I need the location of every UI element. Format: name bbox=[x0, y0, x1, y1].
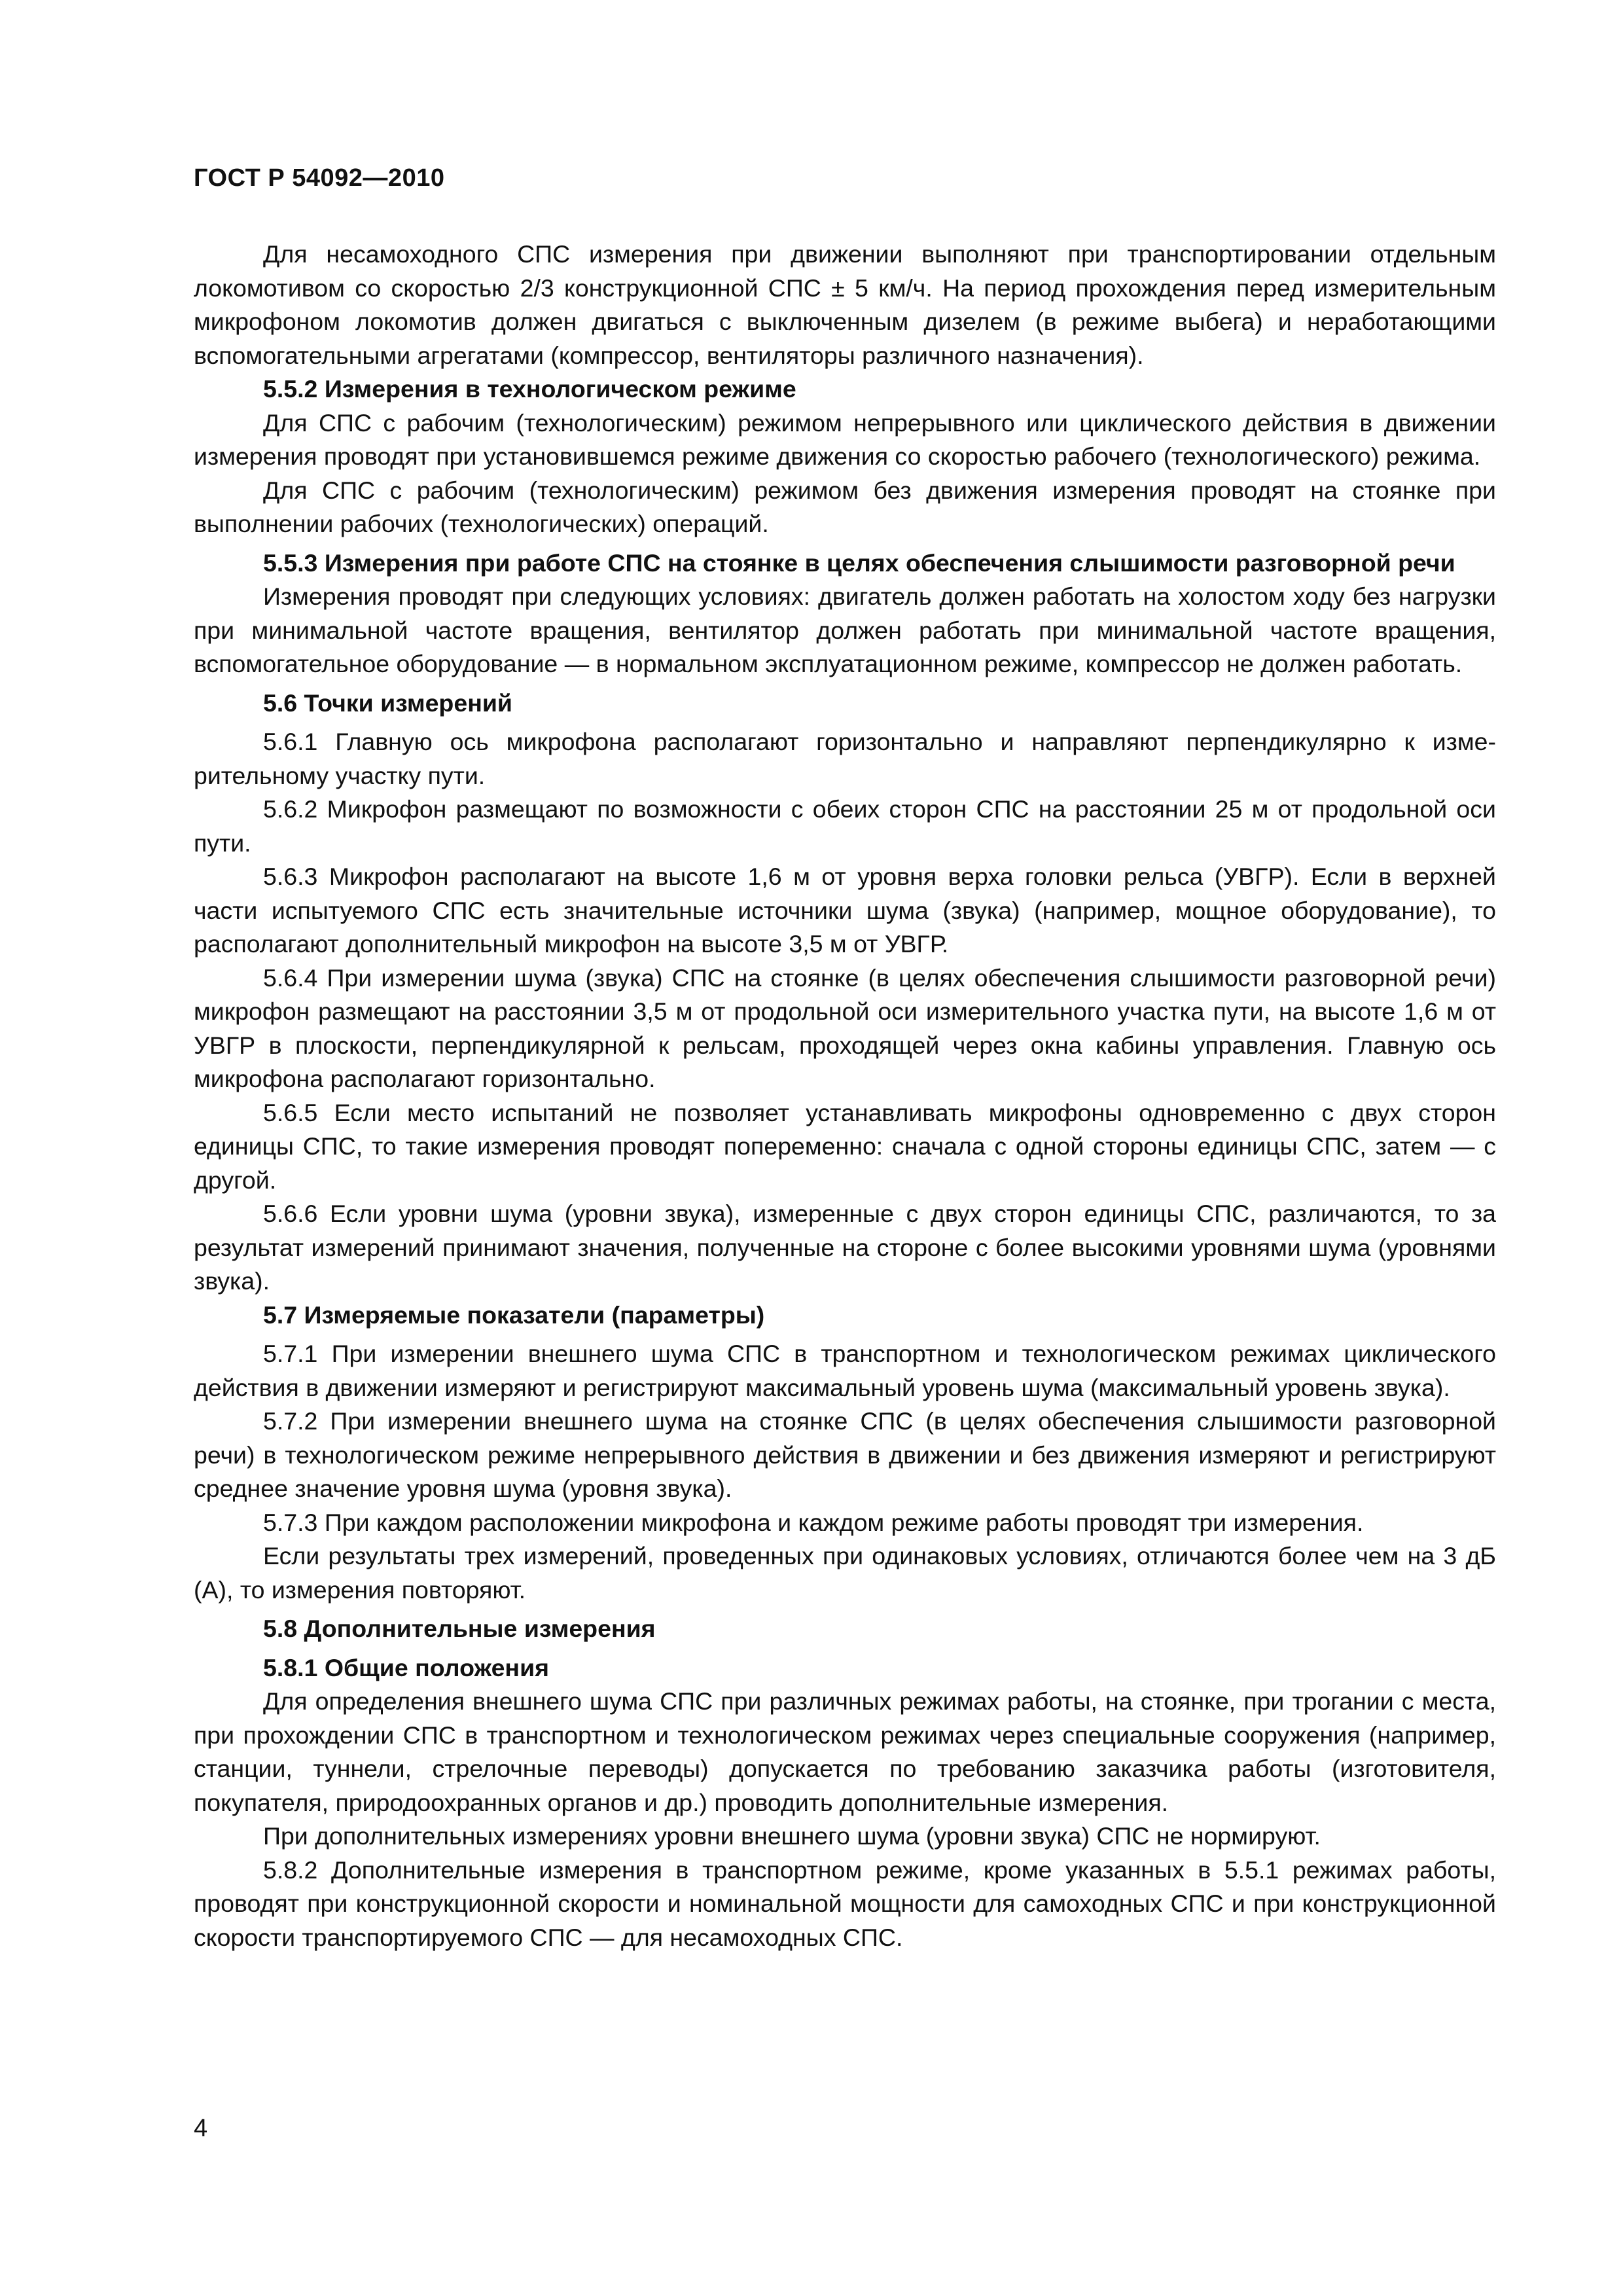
paragraph-5-6-1: 5.6.1 Главную ось микрофона располагают горизонтально и направляют перпендикулярно к измерительному участку пути. bbox=[194, 728, 1496, 789]
paragraph-continuous-mode: Для СПС с рабочим (технологическим) режимом непрерывного или циклического действия в движении измерения проводят при установившемся режиме движения со скоростью рабочего (технологического) режима. bbox=[194, 408, 1496, 470]
paragraph-5-6-4: 5.6.4 При измерении шума (звука) СПС на стоянке (в целях обеспечения слышимости разговорной речи) микрофон размещают на расстоянии 3,5 м от продольной оси измерительного участка пути, на высоте 1,6 м от УВГР в плоскости, перпендикулярной к рельсам, проходящей через окна кабины управления. Главную ось микрофона располагают горизонтально. bbox=[194, 963, 1496, 1092]
paragraph-5-6-3: 5.6.3 Микрофон располагают на высоте 1,6 м от уровня верха головки рельса (УВГР). Если в верхней части испытуемого СПС есть значительные источники шума (звука) (например, мощное оборудование), то располагают дополнительный микрофон на высоте 3,5 м от УВГР. bbox=[194, 863, 1496, 958]
paragraph-5-8-2: 5.8.2 Дополнительные измерения в транспортном режиме, кроме указанных в 5.5.1 режимах работы, проводят при конструкционной скорости и номинальной мощности для самоходных СПС и при конструкционной скорости транспортируемого СПС — для несамоходных СПС. bbox=[194, 1856, 1496, 1951]
standard-code-header: ГОСТ Р 54092—2010 bbox=[194, 164, 445, 192]
heading-5-8: 5.8 Дополнительные измерения bbox=[263, 1615, 656, 1642]
paragraph-not-normalized: При дополнительных измерениях уровни внешнего шума (уровни звука) СПС не нормируют. bbox=[263, 1822, 1321, 1850]
paragraph-conditions: Измерения проводят при следующих условиях: двигатель должен работать на холостом ходу без нагрузки при минимальной частоте вращения, вентилятор должен работать при минимальной частоте вращения, вспомогательное оборудование — в нормальном эксплуатационном режиме, компрессор не должен работать. bbox=[194, 583, 1496, 677]
paragraph-additional-measurements: Для определения внешнего шума СПС при различных режимах работы, на стоянке, при трогании с места, при прохождении СПС в транспортном и технологическом режимах через специальные сооружения (например, станции, туннели, стрелочные переводы) допускается по требованию заказчика работы (изготовителя, покупателя, природоохранных органов и др.) проводить дополнительные измерения. bbox=[194, 1687, 1496, 1816]
paragraph-5-7-2: 5.7.2 При измерении внешнего шума на стоянке СПС (в целях обеспечения слышимости разговорной речи) в технологическом режиме непрерывного действия в движении и без движения измеряют и регистрируют среднее значение уровня шума (уровня звука). bbox=[194, 1407, 1496, 1502]
paragraph-5-6-2: 5.6.2 Микрофон размещают по возможности с обеих сторон СПС на расстоянии 25 м от продольной оси пути. bbox=[194, 795, 1496, 857]
heading-5-8-1: 5.8.1 Общие положения bbox=[263, 1653, 550, 1681]
paragraph-5-7-1: 5.7.1 При измерении внешнего шума СПС в транспортном и технологическом режимах циклического действия в движении измеряют и регистрируют максимальный уровень шума (максимальный уровень звука). bbox=[194, 1340, 1496, 1401]
document-body bbox=[194, 238, 1496, 1954]
heading-5-5-2: 5.5.2 Измерения в технологическом режиме bbox=[263, 375, 796, 403]
paragraph-non-self-propelled: Для несамоходного СПС измерения при движении выполняют при транспортировании отдельным локомотивом со скоростью 2/3 конструкционной СПС ± 5 км/ч. На период прохождения перед измерительным микрофоном локомотив должен двигаться с выключенным дизелем (в режиме выбега) и неработающими вспомогательными агрегатами (компрессор, вентиляторы различного назначения). bbox=[194, 240, 1496, 369]
heading-5-7: 5.7 Измеряемые показатели (параметры) bbox=[263, 1300, 765, 1329]
heading-5-5-3: 5.5.3 Измерения при работе СПС на стоянке в целях обеспечения слышимости разговорной речи bbox=[263, 548, 1455, 577]
paragraph-stationary-mode: Для СПС с рабочим (технологическим) режимом без движения измерения проводят на стоянке при выполнении рабочих (технологических) операций. bbox=[194, 476, 1496, 537]
paragraph-5-7-3: 5.7.3 При каждом расположении микрофона и каждом режиме работы проводят три измерения. bbox=[263, 1508, 1364, 1536]
page-number: 4 bbox=[194, 2115, 208, 2142]
paragraph-5-6-5: 5.6.5 Если место испытаний не позволяет устанавливать микрофоны одновременно с двух сторон единицы СПС, то такие измерения проводят попеременно: сначала с одной стороны единицы СПС, затем — с другой. bbox=[194, 1098, 1496, 1194]
heading-5-6: 5.6 Точки измерений bbox=[263, 689, 512, 717]
paragraph-5-6-6: 5.6.6 Если уровни шума (уровни звука), измеренные с двух сторон единицы СПС, различаются, то за результат измерений принимают значения, полученные на стороне с более высокими уровнями шума (уровнями звука). bbox=[194, 1200, 1496, 1295]
paragraph-repeat-measurements: Если результаты трех измерений, проведенных при одинаковых условиях, отличаются более чем на 3 дБ (А), то измерения повторяют. bbox=[194, 1542, 1496, 1604]
